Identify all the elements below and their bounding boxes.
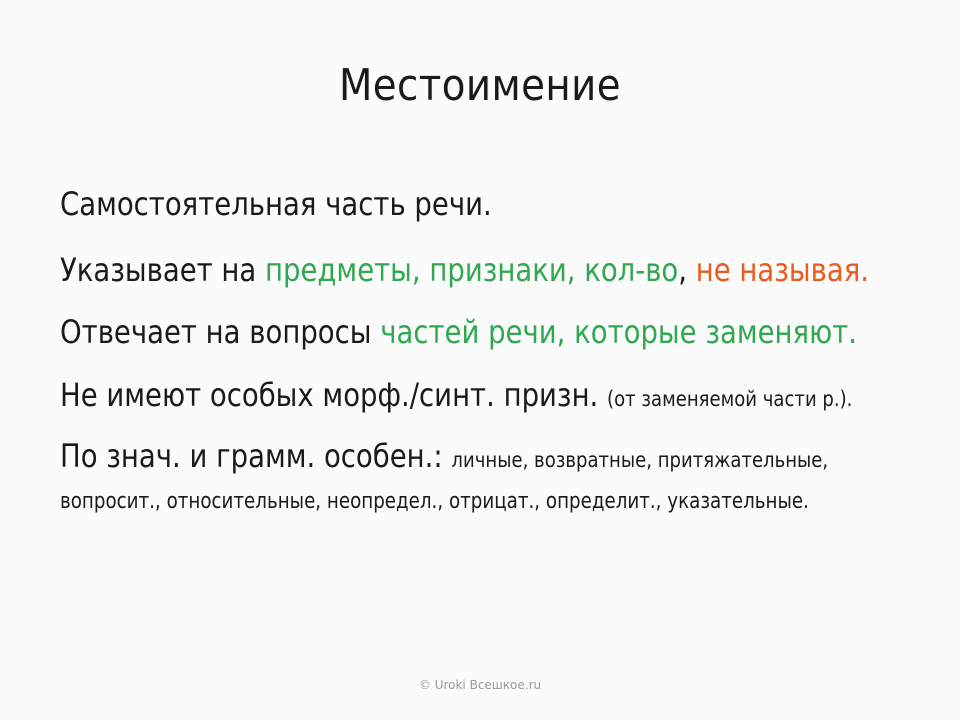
line-2-separator: , [678,251,696,289]
definition-line-2 [60,251,869,289]
line-2-prefix: Указывает на [60,251,266,289]
line-3-prefix: Отвечает на вопросы [60,313,381,351]
footer-watermark: © Urokі Всешкое.ru [418,678,542,692]
line-2-green-text: предметы, признаки, кол-во [265,251,679,289]
line-5-main: По знач. и грамм. особен.: [60,437,443,475]
definition-line-6 [60,489,809,514]
line-5-list: личные, возвратные, притяжательные, [451,448,829,472]
line-4-main: Не имеют особых морф./синт. призн. [60,376,599,414]
line-4-note: (от заменяемой части р.). [607,387,853,411]
line-1-text: Самостоятельная часть речи. [60,185,492,223]
definition-line-3 [60,313,857,351]
page-title: Местоимение [338,60,622,111]
line-2-orange-text: не называя. [695,251,870,289]
definition-line-4 [60,376,852,414]
definition-line-5 [60,437,828,475]
line-6-text: вопросит., относительные, неопредел., отрицат., определит., указательные. [60,489,809,514]
definition-line-1 [60,185,492,223]
line-3-green-text: частей речи, которые заменяют. [380,313,858,351]
